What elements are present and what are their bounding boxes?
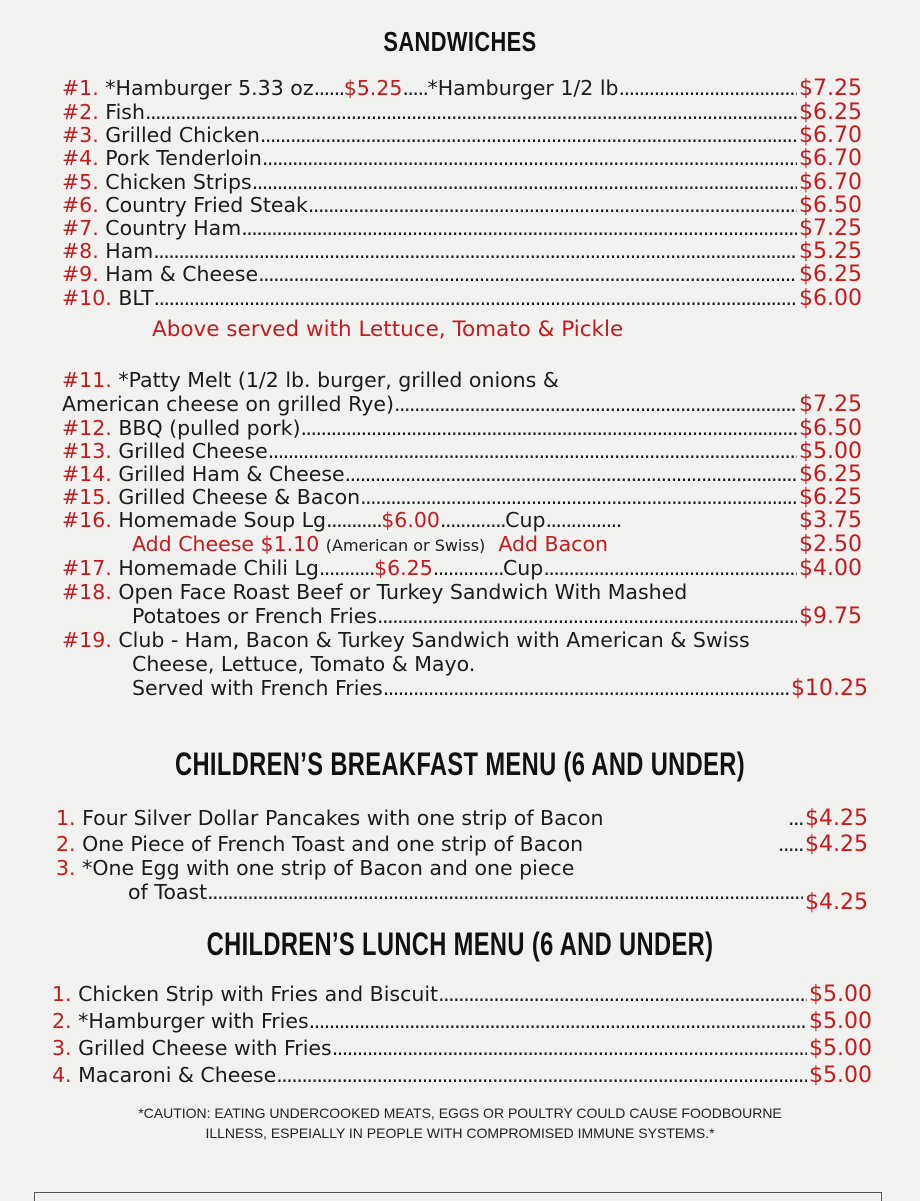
item-number: 4. bbox=[52, 1063, 72, 1087]
leader-dots bbox=[276, 1063, 807, 1087]
item-number: 3. bbox=[52, 1036, 72, 1060]
kids-lunch-item-3 bbox=[52, 1036, 872, 1060]
item-label: Fish bbox=[105, 100, 145, 124]
item-price: $6.70 bbox=[799, 169, 862, 195]
item-number: #13. bbox=[62, 439, 112, 463]
item-label: Club - Ham, Bacon & Turkey Sandwich with American & Swiss bbox=[118, 628, 750, 652]
item-label: Potatoes or French Fries bbox=[132, 604, 378, 628]
leader-dots bbox=[260, 123, 797, 147]
caution-line-1: *CAUTION: EATING UNDERCOOKED MEATS, EGGS OR POULTRY COULD CAUSE FOODBOURNE bbox=[138, 1105, 782, 1121]
item-label: *One Egg with one strip of Bacon and one piece bbox=[82, 856, 575, 880]
item-price: $5.25 bbox=[799, 239, 862, 265]
leader-dots bbox=[383, 676, 789, 700]
item-label: Homemade Chili Lg bbox=[118, 556, 319, 580]
item-number: #12. bbox=[62, 416, 112, 440]
leader-dots bbox=[309, 1009, 807, 1033]
sandwich-item-b-1 bbox=[62, 416, 862, 440]
kids-lunch-item-2 bbox=[52, 1009, 872, 1033]
item-number: #5. bbox=[62, 169, 99, 194]
leader-dots: ..... bbox=[402, 76, 428, 100]
item-number: #19. bbox=[62, 628, 112, 652]
item-number: #2. bbox=[62, 100, 99, 124]
sandwich-item-7 bbox=[62, 239, 862, 263]
sandwich-item-5 bbox=[62, 193, 862, 217]
kids-breakfast-item-2 bbox=[56, 832, 868, 856]
item-label: Country Fried Steak bbox=[105, 192, 308, 217]
sandwich-item-4 bbox=[62, 170, 862, 194]
menu-item-17: #17. Homemade Chili Lg ........... $6.25 .............. Cup ..... $4.00 bbox=[62, 556, 862, 580]
leader-dots bbox=[345, 462, 797, 486]
item-number: 1. bbox=[52, 982, 72, 1006]
item-price: $4.25 bbox=[805, 806, 868, 831]
cheese-note: (American or Swiss) bbox=[325, 536, 486, 555]
item-number: 2. bbox=[52, 1009, 72, 1033]
add-ons-row bbox=[132, 532, 862, 556]
item-price: $5.00 bbox=[809, 1063, 872, 1088]
kids-breakfast-item-3-line2 bbox=[128, 880, 868, 915]
item-price: $6.25 bbox=[799, 262, 862, 288]
leader-dots bbox=[153, 239, 797, 263]
item-label: American cheese on grilled Rye) bbox=[62, 392, 394, 416]
item-price: $7.25 bbox=[799, 392, 862, 417]
menu-item-18-line2 bbox=[132, 604, 862, 628]
kids-breakfast-item-3-line1 bbox=[56, 856, 868, 880]
item-price: $5.00 bbox=[809, 982, 872, 1007]
leader-dots bbox=[258, 262, 797, 286]
add-bacon: Add Bacon bbox=[498, 532, 608, 556]
item-number: #15. bbox=[62, 485, 112, 509]
leader-dots bbox=[360, 485, 797, 509]
item-label: Served with French Fries bbox=[132, 676, 383, 700]
item-label-cup: Cup bbox=[502, 556, 544, 580]
item-label: Ham & Cheese bbox=[105, 262, 259, 287]
leader-dots bbox=[377, 604, 797, 628]
leader-dots: ..... bbox=[777, 832, 804, 856]
add-cheese: Add Cheese $1.10 bbox=[132, 532, 320, 556]
kids-lunch-heading: CHILDREN’S LUNCH MENU (6 AND UNDER) bbox=[206, 926, 714, 962]
item-price: $6.50 bbox=[799, 416, 862, 441]
menu-item-19-line2 bbox=[132, 652, 862, 676]
item-price: $6.25 bbox=[799, 485, 862, 510]
item-number: 2. bbox=[56, 832, 76, 856]
item-number: #3. bbox=[62, 123, 99, 148]
item-price: $6.70 bbox=[799, 123, 862, 149]
item-label: Grilled Ham & Cheese bbox=[118, 462, 345, 486]
leader-dots bbox=[308, 193, 797, 217]
item-number: 3. bbox=[56, 856, 76, 880]
item-label: Homemade Soup Lg bbox=[118, 508, 327, 532]
item-number: #17. bbox=[62, 556, 112, 580]
item-label: *Hamburger with Fries bbox=[78, 1009, 309, 1033]
item-number: #10. bbox=[62, 285, 112, 310]
item-number: #1. bbox=[62, 76, 99, 100]
item-label: Chicken Strip with Fries and Biscuit bbox=[78, 982, 439, 1006]
leader-dots bbox=[207, 880, 803, 904]
item-number: #18. bbox=[62, 580, 112, 604]
item-price: $6.25 bbox=[799, 462, 862, 487]
item-number: #11. bbox=[62, 368, 112, 392]
item-price: $10.25 bbox=[791, 676, 868, 701]
item-price: $3.75 bbox=[799, 508, 862, 533]
sandwich-item-b-2 bbox=[62, 439, 862, 463]
caution-line-2: ILLNESS, ESPEIALLY IN PEOPLE WITH COMPROMISED IMMUNE SYSTEMS.* bbox=[205, 1125, 715, 1141]
item-price: $5.25 bbox=[343, 76, 403, 100]
leader-dots bbox=[268, 439, 797, 463]
leader-dots bbox=[619, 76, 797, 100]
item-number: #4. bbox=[62, 146, 99, 171]
menu-item-16: #16. Homemade Soup Lg ........... $6.00 ............. Cup ............... $3.75 bbox=[62, 508, 862, 533]
item-price-large: $6.25 bbox=[374, 556, 433, 580]
leader-dots: ...... bbox=[313, 76, 344, 100]
item-price: $6.00 bbox=[799, 285, 862, 311]
item-price: $4.00 bbox=[799, 556, 862, 581]
item-price: $4.25 bbox=[805, 890, 868, 915]
kids-lunch-item-1 bbox=[52, 982, 872, 1006]
sandwich-item-3 bbox=[62, 146, 862, 170]
item-price: $5.00 bbox=[809, 1036, 872, 1061]
leader-dots bbox=[438, 982, 807, 1006]
menu-item-11-line1 bbox=[62, 368, 862, 392]
item-price: $6.70 bbox=[799, 146, 862, 172]
sandwich-item-6 bbox=[62, 216, 862, 240]
item-label: of Toast bbox=[128, 880, 208, 904]
item-label-cup: Cup bbox=[505, 508, 546, 532]
item-number: 1. bbox=[56, 806, 76, 830]
leader-dots bbox=[262, 146, 797, 170]
item-label: Grilled Cheese with Fries bbox=[78, 1036, 332, 1060]
item-label: Macaroni & Cheese bbox=[78, 1063, 277, 1087]
sandwich-item-2 bbox=[62, 123, 862, 147]
item-number: #6. bbox=[62, 192, 99, 217]
item-label: Four Silver Dollar Pancakes with one strip of Bacon bbox=[82, 806, 604, 830]
item-price: $6.50 bbox=[799, 192, 862, 218]
leader-dots bbox=[300, 416, 797, 440]
item-label: Grilled Cheese & Bacon bbox=[118, 485, 361, 509]
item-number: #16. bbox=[62, 508, 112, 532]
sandwich-item-b-4 bbox=[62, 485, 862, 509]
item-price: $7.25 bbox=[799, 76, 862, 101]
item-price: $5.00 bbox=[809, 1009, 872, 1034]
item-label: *Patty Melt (1/2 lb. burger, grilled onions & bbox=[118, 368, 559, 392]
kids-lunch-item-4 bbox=[52, 1063, 872, 1087]
sandwich-item-b-3 bbox=[62, 462, 862, 486]
item-price: $7.25 bbox=[799, 216, 862, 241]
add-ons-price: $2.50 bbox=[799, 532, 862, 557]
item-label: Ham bbox=[105, 239, 154, 264]
menu-item-11-line2 bbox=[62, 392, 862, 416]
item-label: BLT bbox=[118, 285, 154, 310]
item-number: #9. bbox=[62, 262, 99, 287]
item-price-large: $6.00 bbox=[381, 508, 440, 532]
leader-dots bbox=[241, 216, 797, 240]
item-price: $4.25 bbox=[805, 832, 868, 857]
item-price: $5.00 bbox=[799, 439, 862, 464]
item-label: Open Face Roast Beef or Turkey Sandwich With Mashed bbox=[118, 580, 688, 604]
sandwich-item-8 bbox=[62, 262, 862, 286]
served-with-note: Above served with Lettuce, Tomato & Pickle bbox=[152, 317, 624, 342]
menu-item-18-line1 bbox=[62, 580, 862, 604]
menu-item-19-line1 bbox=[62, 628, 872, 652]
item-label: Grilled Chicken bbox=[105, 123, 260, 148]
leader-dots bbox=[252, 170, 797, 194]
item-label: One Piece of French Toast and one strip of Bacon bbox=[82, 832, 584, 856]
item-label: Cheese, Lettuce, Tomato & Mayo. bbox=[132, 652, 476, 676]
sandwiches-heading: SANDWICHES bbox=[383, 26, 537, 57]
menu-item-1 bbox=[62, 76, 862, 100]
sandwich-item-1 bbox=[62, 100, 862, 124]
item-label: *Hamburger 1/2 lb bbox=[427, 76, 619, 100]
kids-breakfast-heading: CHILDREN’S BREAKFAST MENU (6 AND UNDER) bbox=[174, 746, 746, 782]
item-label: BBQ (pulled pork) bbox=[118, 416, 301, 440]
sandwich-item-9 bbox=[62, 286, 862, 310]
leader-dots bbox=[145, 100, 797, 124]
leader-dots bbox=[543, 556, 797, 580]
item-label: Grilled Cheese bbox=[118, 439, 268, 463]
item-number: #7. bbox=[62, 216, 99, 240]
item-label: *Hamburger 5.33 oz bbox=[105, 76, 314, 100]
leader-dots bbox=[394, 392, 797, 416]
leader-dots: ... bbox=[787, 806, 804, 830]
item-number: #8. bbox=[62, 239, 99, 264]
item-label: Pork Tenderloin bbox=[105, 146, 262, 171]
item-label: Country Ham bbox=[105, 216, 242, 240]
item-price: $9.75 bbox=[799, 604, 862, 629]
item-label: Chicken Strips bbox=[105, 169, 252, 194]
item-number: #14. bbox=[62, 462, 112, 486]
item-price: $6.25 bbox=[799, 100, 862, 125]
kids-breakfast-item-1 bbox=[56, 806, 868, 830]
leader-dots bbox=[154, 286, 798, 310]
menu-item-19-line3 bbox=[132, 676, 868, 700]
leader-dots bbox=[332, 1036, 807, 1060]
